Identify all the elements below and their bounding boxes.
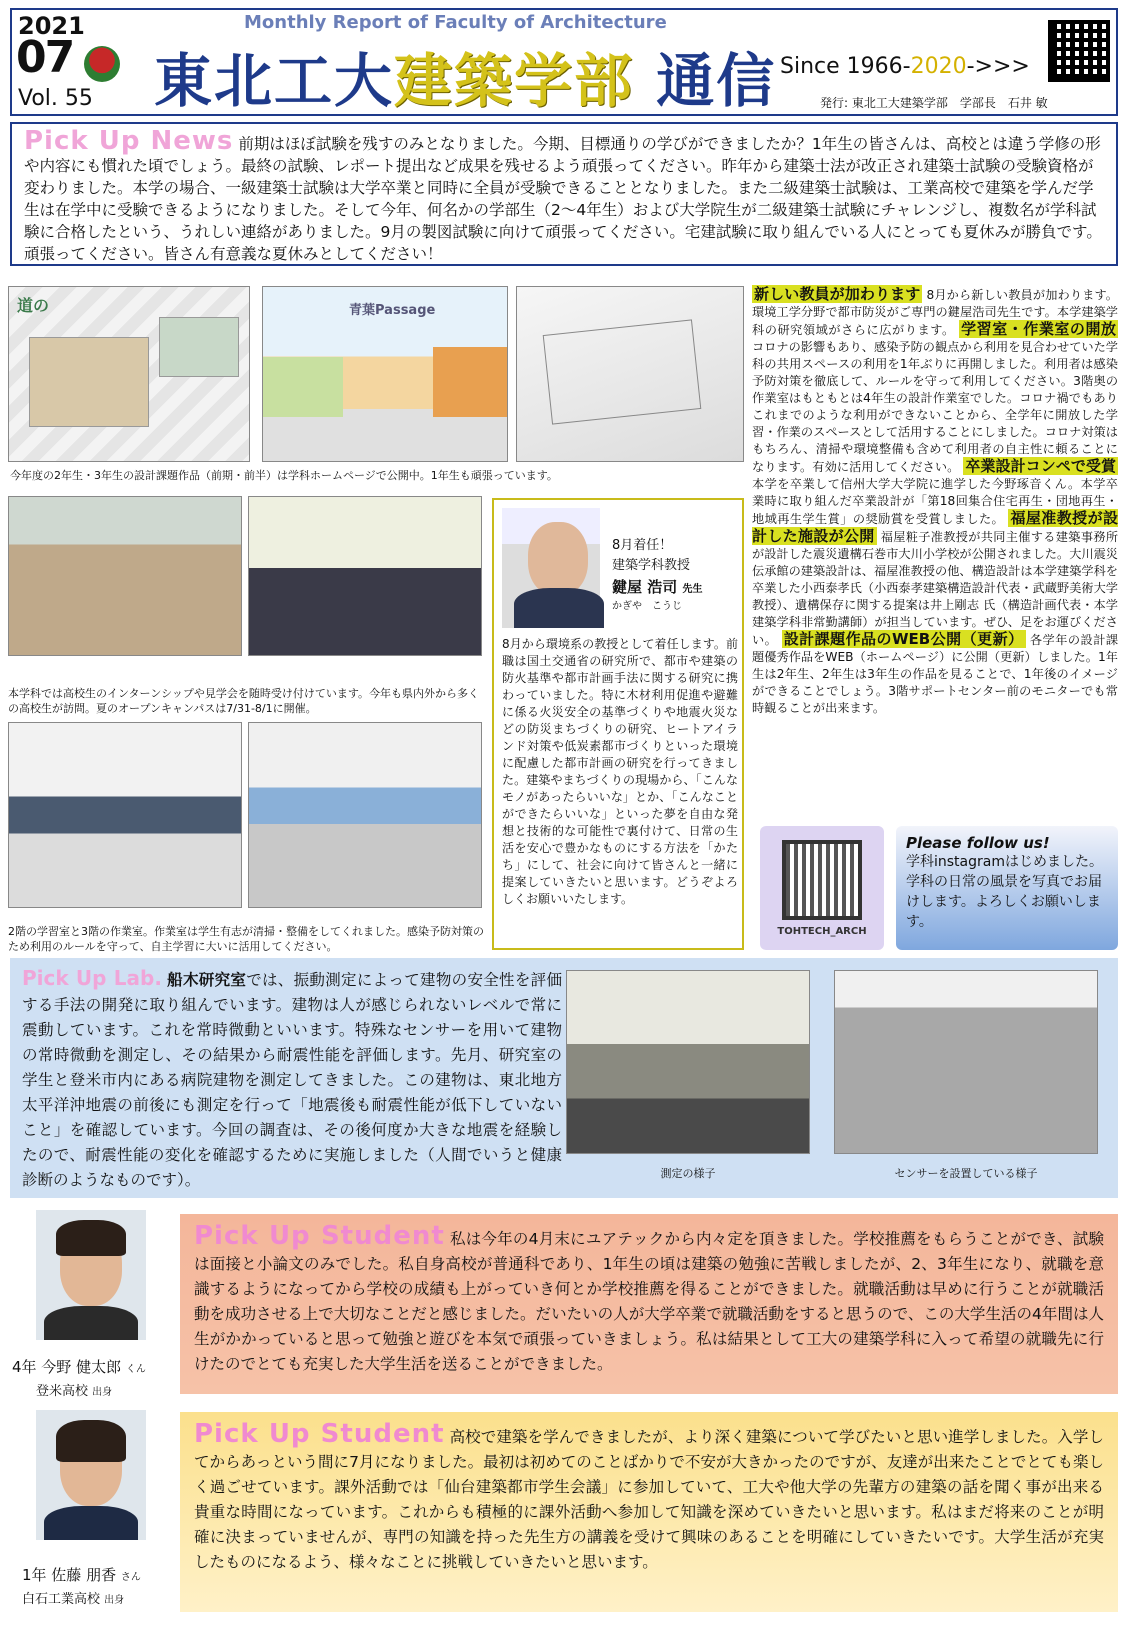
- student-1-photo: [36, 1210, 146, 1340]
- qr-code-icon[interactable]: [1048, 20, 1110, 82]
- student-2-school: [22, 1588, 124, 1607]
- masthead-subtitle: Monthly Report of Faculty of Architecture: [244, 12, 667, 33]
- design-poster-1: [8, 286, 250, 462]
- student-2-school-suffix: 出身: [104, 1595, 125, 1606]
- student-1-name: [12, 1356, 146, 1377]
- professor-face: [528, 522, 588, 596]
- masthead: [10, 8, 1118, 116]
- sensor-setup-photo: [834, 970, 1098, 1154]
- student-1-school: [36, 1380, 112, 1399]
- title-part-b: 建築学部: [394, 47, 635, 115]
- lab-caption-1: 測定の様子: [660, 1167, 716, 1180]
- news-heading-award: 卒業設計コンペで受賞: [965, 457, 1116, 475]
- lab-label: Pick Up Lab.: [22, 966, 162, 990]
- title-part-c: 通信: [634, 47, 777, 115]
- photo-caption-1: 今年度の2年生・3年生の設計課題作品（前期・前半）は学科ホームページで公開中。1年生も頑張っています。: [10, 469, 558, 482]
- student-1-name-text: 4年 今野 健太郎: [12, 1358, 122, 1376]
- since-prefix: Since 1966-: [780, 54, 911, 79]
- since-suffix: ->>>: [966, 54, 1030, 79]
- news-heading-new-faculty: 新しい教員が加わります: [754, 285, 921, 303]
- profile-text: 8月から環境系の教授として着任します。前職は国土交通省の研究所で、都市や建築の防火基準や都市計画手法に関する研究に携わっていました。特に木材利用促進や避難に係る火災安全の基準づくりや地震火災などの防災まちづくりの研究、ヒートアイランド対策や低炭素都市づくりといった環境に配慮した都市計画の研究を行ってきました。建築やまちづくりの現場から、「こんなモノがあったらいいな」とか、「こんなことができたらいいな」といった夢を自由な発想と技術的な可能性で裏付けて、日常の生活を安心で豊かなものにする方法を「かたち」にして、社会に向けて皆さんと一緒に提案していきたいと思います。どうぞよろしくお願いいたします。: [502, 637, 738, 906]
- publisher-line: 発行: 東北工大建築学部 学部長 石井 敏: [820, 96, 1048, 110]
- high-school-visit-photo-1: [8, 496, 242, 656]
- issue-volume: Vol. 55: [18, 86, 93, 111]
- masthead-title: [154, 34, 776, 118]
- instagram-handle: TOHTECH_ARCH: [777, 926, 867, 937]
- news-column: [752, 286, 1118, 794]
- professor-suit: [514, 588, 604, 628]
- news-heading-facility: 福屋准教授が設計した施設が公開: [752, 509, 1118, 545]
- profile-heading-1: 8月着任！: [612, 538, 673, 553]
- news-paragraph-2: コロナの影響もあり、感染予防の観点から利用を見合わせていた学科の共用スペースの利用を1年ぶりに再開しました。利用者は感染予防対策を徹底して、ルールを守って利用してください。3階奥の作業室はもともとは4年生の設計作業室でした。コロナ禍でもありこれまでのような利用ができないことから、全学年に開放した学習・作業のスペースとして活用することにしました。コロナ対策はもちろん、清掃や環境整備も含めて利用者の自主性に頼ることになります。有効に活用してください。: [752, 340, 1118, 474]
- lab-text-block: [22, 966, 562, 1193]
- instagram-title: Please follow us!: [906, 834, 1050, 852]
- student-2-name: [22, 1564, 141, 1585]
- student-1-school-text: 登米高校: [36, 1384, 89, 1399]
- student-2-text: 高校で建築を学んできましたが、より深く建築について学びたいと思い進学しました。入学してからあっという間に7月になりました。最初は初めてのことばかりで不安が大きかったのですが、友達が出来たことでとても楽しく過ごせています。課外活動では「仙台建築都市学生会議」に参加していて、工大や他大学の先輩方の建築の話を聞く事が出来る貴重な時間になっています。これからも積極的に課外活動へ参加して知識を深めていきたいと思います。私はまだ将来のことが明確に決まっていませんが、専門の知識を持った先生方の講義を受けて興味のあることを明確にしていきたいです。大学生活が充実したものになるよう、様々なことに挑戦していきたいと思います。: [194, 1428, 1104, 1571]
- instagram-text: 学科instagramはじめました。学科の日常の風景を写真でお届けします。よろしくお願いします。: [906, 854, 1103, 930]
- student-2-name-text: 1年 佐藤 朋香: [22, 1566, 117, 1584]
- student-2-honorific: さん: [120, 1572, 141, 1583]
- poster-2-label: 青葉Passage: [349, 303, 436, 318]
- news-text: 前期はほぼ試験を残すのみとなりました。今期、目標通りの学びができましたか？1年生の皆さんは、高校とは違う学修の形や内容にも慣れた頃でしょう。最終の試験、レポート提出など成果を残せるよう頑張ってください。昨年から建築士法が改正され建築士試験の受験資格が変わりました。本学の場合、一級建築士試験は大学卒業と同時に全員が受験できることとなりました。また二級建築士試験は、工業高校で建築を学んだ学生は在学中に受験できるようになりました。そして今年、何名かの学部生（2〜4年生）および大学院生が二級建築士試験にチャレンジし、複数名が学科試験に合格したという、うれしい連絡がありました。9月の製図試験に向けて頑張ってください。宅建試験に取り組んでいる人にとっても夏休みが勝負です。頑張ってください。皆さん有意義な夏休みとしてください！: [24, 135, 1102, 263]
- issue-year: 2021: [18, 12, 85, 40]
- since-year: 2020: [910, 54, 967, 79]
- professor-title-suffix: 先生: [682, 584, 703, 595]
- news-paragraph-3: 本学を卒業して信州大学大学院に進学した今野琢音くん。本学卒業時に取り組んだ卒業設計が「第18回集合住宅再生・団地再生・地域再生学生賞」の奨励賞を受賞しました。: [752, 477, 1118, 526]
- news-paragraph-1: 8月から新しい教員が加わります。環境工学分野で都市防災がご専門の鍵屋浩司先生です。本学建築学科の研究領域がさらに広がります。: [752, 288, 1118, 337]
- student-1-school-suffix: 出身: [92, 1387, 113, 1398]
- student-2-shirt: [44, 1506, 138, 1540]
- lab-name: 船木研究室: [167, 971, 247, 989]
- new-faculty-profile: [492, 498, 744, 950]
- pick-up-student-1: [180, 1214, 1118, 1394]
- news-paragraph-4: 福屋粧子准教授が共同主催する建築事務所が設計した震災遺構石巻市大川小学校が公開されました。大川震災伝承館の建築設計は、福屋准教授の他、構造設計は本学建築学科を卒業した小西泰孝氏（小西泰孝建築構造設計代表・武蔵野美術大学教授）、遺構保存に関する提案は井上剛志 氏（構造計画代表・本学建築学科非常勤講師）が担当しています。ぜひ、足をお運びください。: [752, 530, 1119, 647]
- student-1-shirt: [44, 1306, 138, 1340]
- photo-caption-3: 2階の学習室と3階の作業室。作業室は学生有志が清掃・整備をしてくれました。感染予防対策のため利用のルールを守って、自主学習に大いに活用してください。: [8, 925, 484, 953]
- photo-caption-2: 本学科では高校生のインターンシップや見学会を随時受け付けています。今年も県内外から多くの高校生が訪問。夏のオープンキャンパスは7/31-8/1に開催。: [8, 687, 479, 715]
- instagram-follow-box: [896, 826, 1118, 950]
- pick-up-student-2: [180, 1412, 1118, 1612]
- student-1-hair: [56, 1220, 126, 1256]
- news-heading-web: 設計課題作品のWEB公開（更新）: [783, 630, 1024, 648]
- profile-heading: [612, 536, 690, 576]
- drawing-sheets-photo: [516, 286, 744, 462]
- poster-1-label: 道の: [17, 296, 50, 315]
- design-poster-2: [262, 286, 508, 462]
- measurement-photo: [566, 970, 810, 1154]
- student-2-hair: [56, 1420, 126, 1462]
- pick-up-lab: [10, 958, 1118, 1198]
- news-paragraph-5: 各学年の設計課題優秀作品をWEB（ホームページ）に公開（更新）しました。1年生は2年生、2年生は3年生の作品を見ることで、1年後のイメージができることでしょう。3階サポートセンター前のモニターでも常時観ることが出来ます。: [752, 633, 1119, 715]
- news-label: Pick Up News: [24, 126, 234, 156]
- watermelon-icon: [84, 46, 120, 82]
- lab-text: では、振動測定によって建物の安全性を評価する手法の開発に取り組んでいます。建物は人が感じられないレベルで常に震動しています。これを常時微動といいます。特殊なセンサーを用いて建物の常時微動を測定し、その結果から耐震性能を評価します。先月、研究室の学生と登米市内にある病院建物を測定してきました。この建物は、東北地方太平洋沖地震の前後にも測定を行って「地震後も耐震性能が低下していないこと」を確認しています。今回の調査は、その後何度か大きな地震を経験したので、耐震性能の変化を確認するために実施しました（人間でいうと健康診断のようなものです）。: [22, 971, 562, 1189]
- since-tagline: [780, 54, 1030, 79]
- professor-name-text: 鍵屋 浩司: [612, 578, 678, 596]
- high-school-visit-photo-2: [248, 496, 482, 656]
- professor-photo: [502, 508, 600, 628]
- workroom-photo: [248, 722, 482, 908]
- student-2-label: Pick Up Student: [194, 1419, 445, 1449]
- student-2-school-text: 白石工業高校: [22, 1592, 101, 1607]
- qr-pattern: [782, 840, 862, 920]
- issue-month: 07: [16, 32, 74, 83]
- professor-name: [612, 576, 702, 612]
- student-1-text: 私は今年の4月末にユアテックから内々定を頂きました。学校推薦をもらうことができ、試験は面接と小論文のみでした。私自身高校が普通科であり、1年生の頃は建築の勉強に苦戦しましたが、2、3年生になり、就職を意識するようになってから学校の成績も上がっていき何とか学校推薦を得ることができました。就職活動は早めに行うことが就職活動を成功させる上で大切なことだと感じました。だいたいの人が大学卒業で就職活動をすると思うので、この大学生活の4年間は人生がかかっていると思って勉強と遊びを本気で頑張っていきましょう。私は結果として工大の建築学科に入って希望の就職先に行けたのでとても充実した大学生活を送ることができました。: [194, 1230, 1104, 1373]
- profile-heading-2: 建築学科教授: [612, 558, 691, 573]
- news-heading-rooms: 学習室・作業室の開放: [961, 320, 1116, 338]
- student-1-label: Pick Up Student: [194, 1221, 445, 1251]
- title-part-a: 東北工大: [154, 47, 395, 115]
- student-2-photo: [36, 1410, 146, 1540]
- study-room-photo: [8, 722, 242, 908]
- student-1-honorific: くん: [125, 1364, 146, 1375]
- professor-name-reading: かぎや こうじ: [612, 601, 682, 612]
- pick-up-news: [10, 122, 1118, 266]
- instagram-qr-code[interactable]: [760, 826, 884, 950]
- lab-caption-2: センサーを設置している様子: [894, 1167, 1038, 1180]
